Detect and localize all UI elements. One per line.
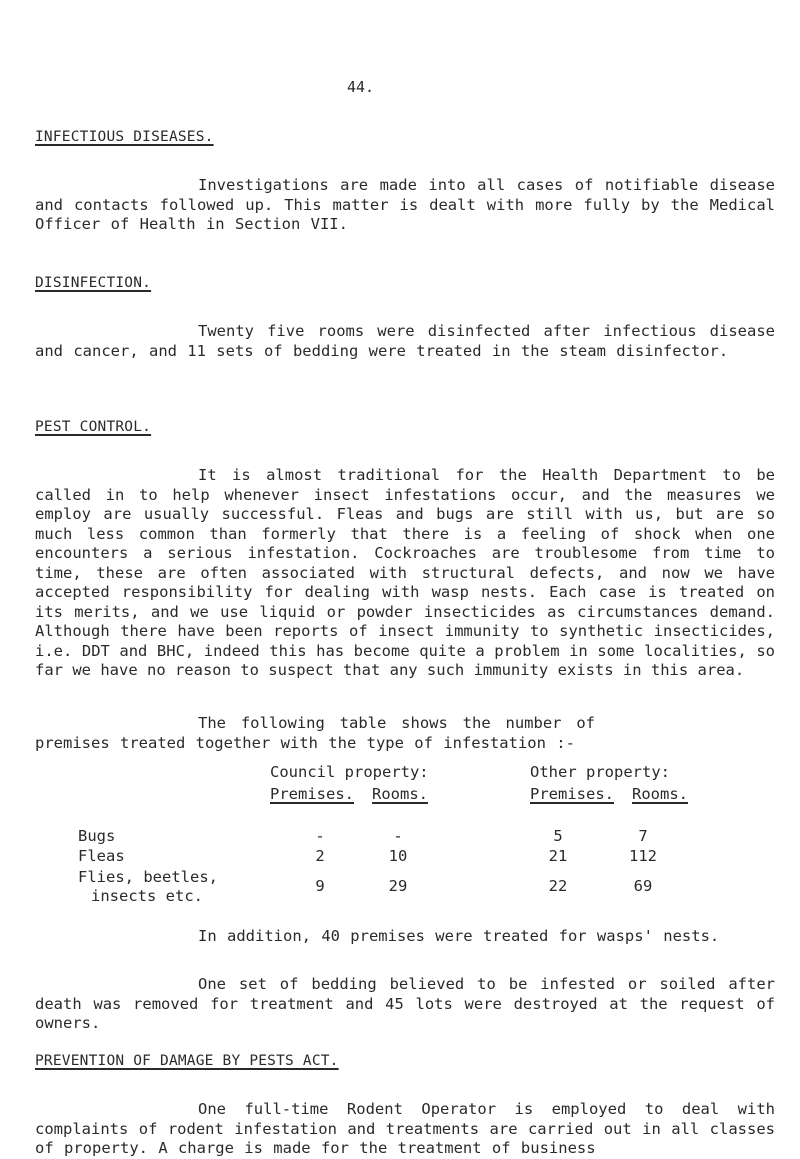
row-label-fleas: Fleas [78, 847, 125, 865]
cell-bugs-council-rooms: - [393, 827, 403, 845]
sub-header-other-premises: Premises. [530, 785, 614, 803]
cell-flies-other-rooms: 69 [633, 877, 653, 895]
cell-bugs-other-rooms: 7 [638, 827, 648, 845]
cell-flies-council-rooms: 29 [388, 877, 408, 895]
heading-pest-control: PEST CONTROL. [35, 419, 152, 435]
cell-bugs-other-premises: 5 [553, 827, 563, 845]
cell-flies-other-premises: 22 [548, 877, 568, 895]
cell-fleas-council-rooms: 10 [388, 847, 408, 865]
group-header-council: Council property: [270, 763, 429, 781]
row-label-flies-line2: insects etc. [91, 887, 203, 905]
cell-fleas-other-rooms: 112 [629, 847, 657, 865]
paragraph-disinfection: Twenty five rooms were disinfected after infectious disease and cancer, and 11 sets of bedding were treated in the steam disinfector. [35, 322, 775, 360]
row-label-flies-line1: Flies, beetles, [78, 868, 218, 886]
cell-flies-council-premises: 9 [315, 877, 325, 895]
paragraph-infectious-diseases: Investigations are made into all cases of notifiable disease and contacts followed up. This matter is dealt with more fully by the Medical Officer of Health in Section VII. [35, 176, 775, 233]
paragraph-table-intro: The following table shows the number of premises treated together with the type of infestation :- [35, 714, 595, 752]
paragraph-bedding: One set of bedding believed to be infested or soiled after death was removed for treatment and 45 lots were destroyed at the request of owners. [35, 975, 775, 1032]
cell-fleas-other-premises: 21 [548, 847, 568, 865]
sub-header-other-rooms: Rooms. [632, 785, 688, 803]
cell-fleas-council-premises: 2 [315, 847, 325, 865]
heading-infectious-diseases: INFECTIOUS DISEASES. [35, 129, 214, 145]
sub-header-council-rooms: Rooms. [372, 785, 428, 803]
paragraph-wasps: In addition, 40 premises were treated for wasps' nests. [198, 927, 720, 945]
sub-header-council-premises: Premises. [270, 785, 354, 803]
heading-prevention-of-damage: PREVENTION OF DAMAGE BY PESTS ACT. [35, 1053, 339, 1069]
cell-bugs-council-premises: - [315, 827, 325, 845]
group-header-other: Other property: [530, 763, 670, 781]
row-label-bugs: Bugs [78, 827, 116, 845]
paragraph-rodent-operator: One full-time Rodent Operator is employed to deal with complaints of rodent infestation and treatments are carried out in all classes of property. A charge is made for the treatment of business [35, 1100, 775, 1157]
paragraph-pest-control: It is almost traditional for the Health Department to be called in to help whenever insect infestations occur, and the measures we employ are usually successful. Fleas and bugs are still with us, but are so much less common than formerly that there is a feeling of shock when one encounters a serious infestation. Cockroaches are troublesome from time to time, these are often associated with structural defects, and now we have accepted responsibility for dealing with wasp nests. Each case is treated on its merits, and we use liquid or powder insecticides as circumstances demand. Although there have been reports of insect immunity to synthetic insecticides, i.e. DDT and BHC, indeed this has become quite a problem in some localities, so far we have no reason to suspect that any such immunity exists in this area. [35, 466, 775, 679]
page-number: 44. [347, 78, 375, 96]
heading-disinfection: DISINFECTION. [35, 275, 152, 291]
